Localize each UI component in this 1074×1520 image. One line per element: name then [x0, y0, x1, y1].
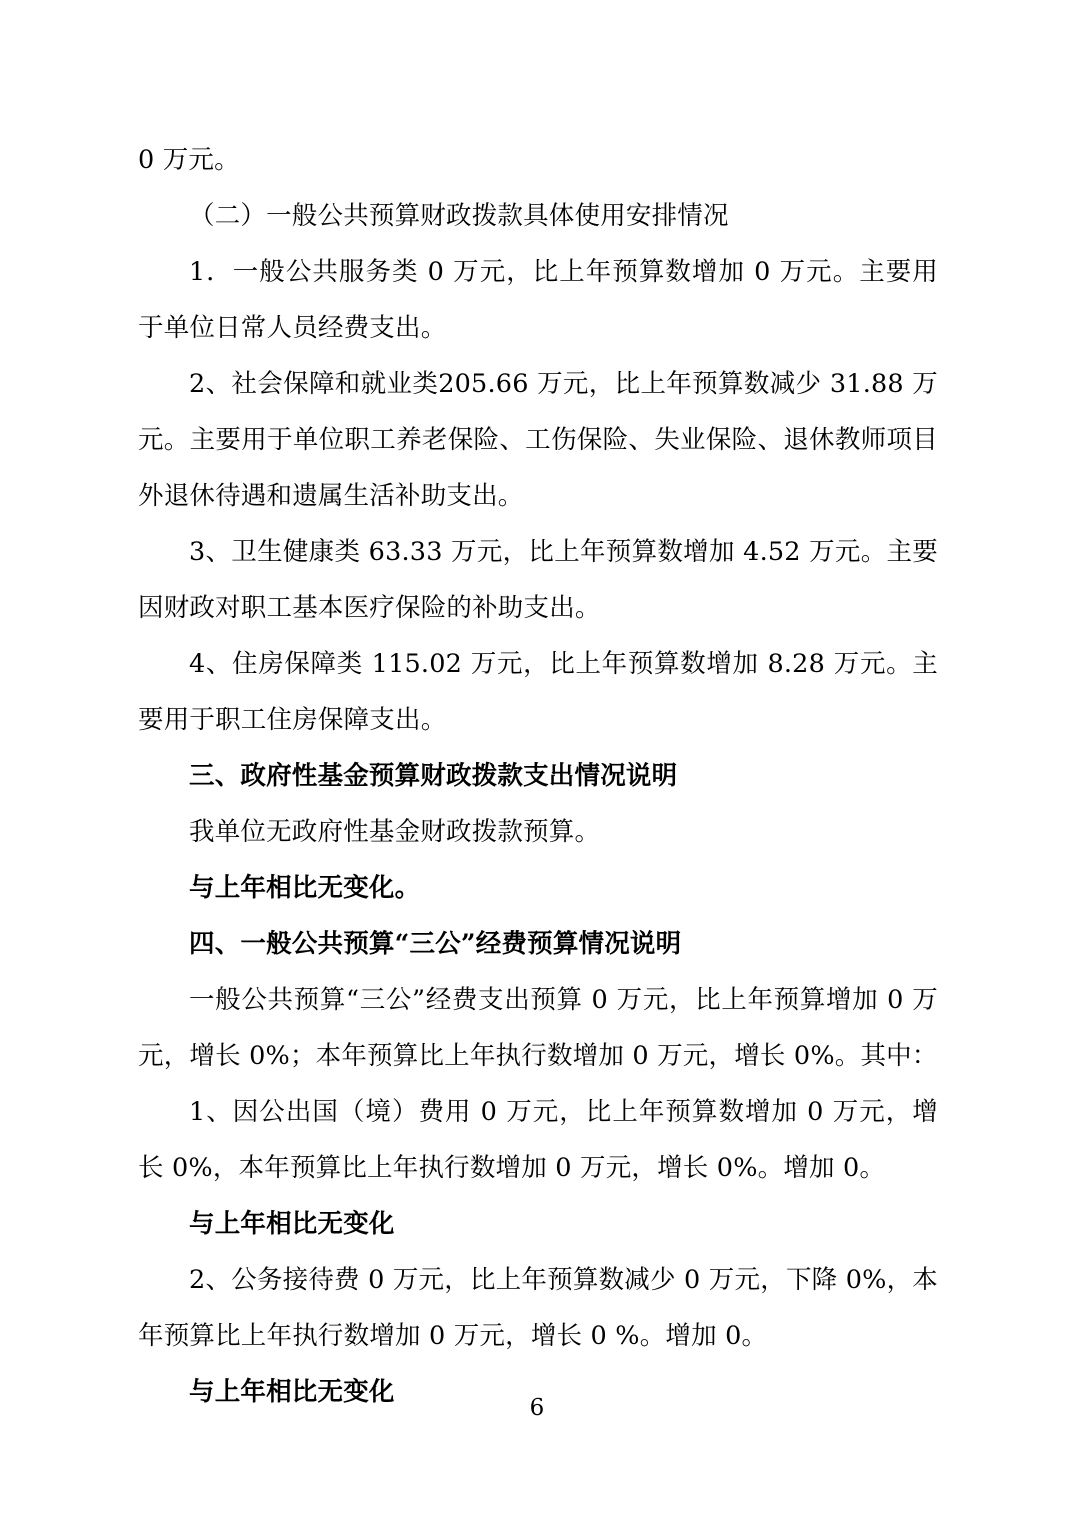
paragraph: （二）一般公共预算财政拨款具体使用安排情况	[189, 201, 729, 231]
paragraph: 我单位无政府性基金财政拨款预算。	[189, 817, 601, 847]
paragraph: 1．一般公共服务类 0 万元，比上年预算数增加 0 万元。主要用于单位日常人员经费支出。	[138, 257, 938, 343]
paragraph: 0 万元。	[138, 145, 240, 175]
document-body	[138, 132, 938, 1420]
page-number: 6	[529, 1395, 545, 1421]
paragraph-emphasis: 与上年相比无变化。	[189, 873, 421, 903]
paragraph: 4、住房保障类 115.02 万元，比上年预算数增加 8.28 万元。主要用于职工住房保障支出。	[138, 649, 938, 735]
paragraph: 2、公务接待费 0 万元，比上年预算数减少 0 万元，下降 0%，本年预算比上年执行数增加 0 万元，增长 0 %。增加 0。	[138, 1265, 938, 1351]
section-heading: 四、一般公共预算“三公”经费预算情况说明	[189, 929, 682, 959]
paragraph: 一般公共预算“三公”经费支出预算 0 万元，比上年预算增加 0 万元，增长 0%；本年预算比上年执行数增加 0 万元，增长 0%。其中：	[138, 985, 938, 1071]
paragraph: 2、社会保障和就业类205.66 万元，比上年预算数减少 31.88 万元。主要用于单位职工养老保险、工伤保险、失业保险、退休教师项目外退休待遇和遗属生活补助支出。	[138, 369, 938, 511]
paragraph: 3、卫生健康类 63.33 万元，比上年预算数增加 4.52 万元。主要因财政对职工基本医疗保险的补助支出。	[138, 537, 938, 623]
paragraph-emphasis: 与上年相比无变化	[189, 1377, 395, 1407]
paragraph-emphasis: 与上年相比无变化	[189, 1209, 395, 1239]
paragraph: 1、因公出国（境）费用 0 万元，比上年预算数增加 0 万元，增长 0%，本年预算比上年执行数增加 0 万元，增长 0%。增加 0。	[138, 1097, 938, 1183]
section-heading: 三、政府性基金预算财政拨款支出情况说明	[189, 761, 678, 791]
